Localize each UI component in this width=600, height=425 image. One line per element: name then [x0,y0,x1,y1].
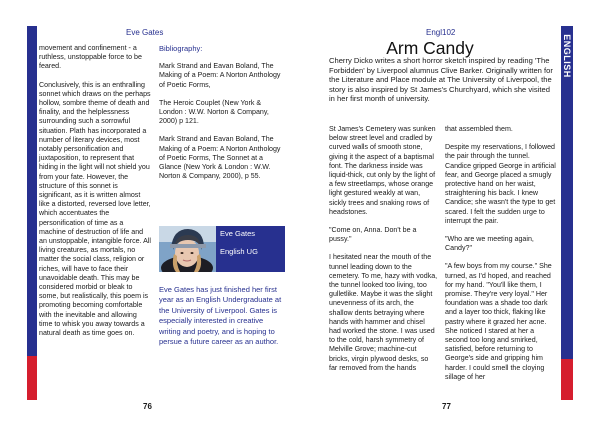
left-edge-blue-strip [27,26,37,356]
story-paragraph: I hesitated near the mouth of the tunnel leading down to the cemetery. To me, hazy with vodka, the tunnel looked too living, too gulletlike. Maybe it was the slight unevenness of its arch, the shallow dents betraying where hands with hammer and chisel had worked the stone. I was used to the cold, harsh symmetry of Melville Grove; machine-cut bricks, virgin plywood desks, so far removed from the hands [329,253,438,372]
story-title: Arm Candy [386,38,474,58]
essay-paragraph: movement and confinement - a ruthless, unstoppable force to be feared. [39,44,142,71]
page-number-left: 76 [143,402,152,411]
bibliography-title: Bibliography: [159,44,203,53]
bibliography-entry: The Heroic Couplet (New York & London : W.W. Norton & Company, 2000) p 121. [159,98,269,126]
right-edge-red-strip [561,359,573,400]
bibliography [159,44,285,190]
running-head-left: Eve Gates [126,28,164,37]
author-role: English UG [220,247,258,256]
story-paragraph: "Come on, Anna. Don't be a pussy." [329,226,417,244]
author-card [159,226,285,272]
running-head-right: Engl102 [426,28,456,37]
story-intro: Cherry Dicko writes a short horror sketch inspired by reading 'The Forbidden' by Liverpool alumnus Clive Barker. Originally written for the Literature and Place module at The University of Liverpool, the story is also inspired by St James's Churchyard, which she visited in her first month of university. [329,56,553,104]
author-photo [159,226,216,272]
section-tab [561,26,573,86]
essay-paragraph: Conclusively, this is an enthralling sonnet which draws on the perhaps hollow, sombre theme of death and finality, and the helplessness surrounding such a sorrowful situation. Plath has incorporated a number of literary devices, most notably personification and juxtaposition, to represent that hiding in the light will not shield you from your fate. However, the structure of this sonnet is significant, as it is written almost like a distorted, reversed love letter, which accentuates the personification of time as a machine of destruction of life and an unstoppable, intangible force. All living creatures, as mortals, no matter the social class, religion or riches, will have to face their unavoidable death. This may be considered morbid or bleak to some, but realistically, this poem is promoting becoming comfortable with the inevitable and allowing time to whisk you away towards a natural death as time goes on. [39,80,152,338]
story-paragraph: Despite my reservations, I followed the pair through the tunnel. Candice gripped George in artificial fear, and George placed a smugly protective hand on her waist, straightening his back. I knew Candice; she wasn't the type to get scared. I felt the sudden urge to interrupt the pair. [445,143,556,225]
story-paragraph: St James's Cemetery was sunken below street level and cradled by curved walls of smooth stone, giving it the aspect of a baptismal font. The darkness inside was liquid-thick, cut only by the light of a few streetlamps, whose orange light gestured weakly at wan, sickly trees and snaking rows of headstones. [329,125,436,216]
story-paragraph: "A few boys from my course." She turned, as I'd hoped, and reached for my hand. "You'll like them, I promise. They're very loyal." Her foundation was a shade too dark and a layer too thick, flaking like pastry where it grazed her acne. She noticed I stared at her a second too long and smirked, satisfied, before returning to George's side and gripping him harder. I could smell the cloying sillage of her [445,262,552,381]
story-column-2 [445,125,557,391]
story-column-1 [329,125,438,382]
story-paragraph: "Who are we meeting again, Candy?" [445,235,534,253]
story-paragraph: that assembled them. [445,125,513,133]
bibliography-entry: Mark Strand and Eavan Boland, The Making of a Poem: A Norton Anthology of Poetic Forms, The Sonnet at a Glance (New York & London : W.W. Norton & Company, 2000), p 55. [159,135,281,181]
left-edge-red-strip [27,356,37,400]
essay-column [39,44,151,347]
page-number-right: 77 [442,402,451,411]
author-bio: Eve Gates has just finished her first year as an English Undergraduate at the University of Liverpool. Gates is especially interested in creative writing and poetry, and is hoping to persue a future career as an author. [159,285,282,347]
author-name: Eve Gates [220,229,256,238]
section-tab-label: ENGLISH [562,34,573,78]
bibliography-entry: Mark Strand and Eavan Boland, The Making of a Poem: A Norton Anthology of Poetic Forms, [159,62,281,89]
